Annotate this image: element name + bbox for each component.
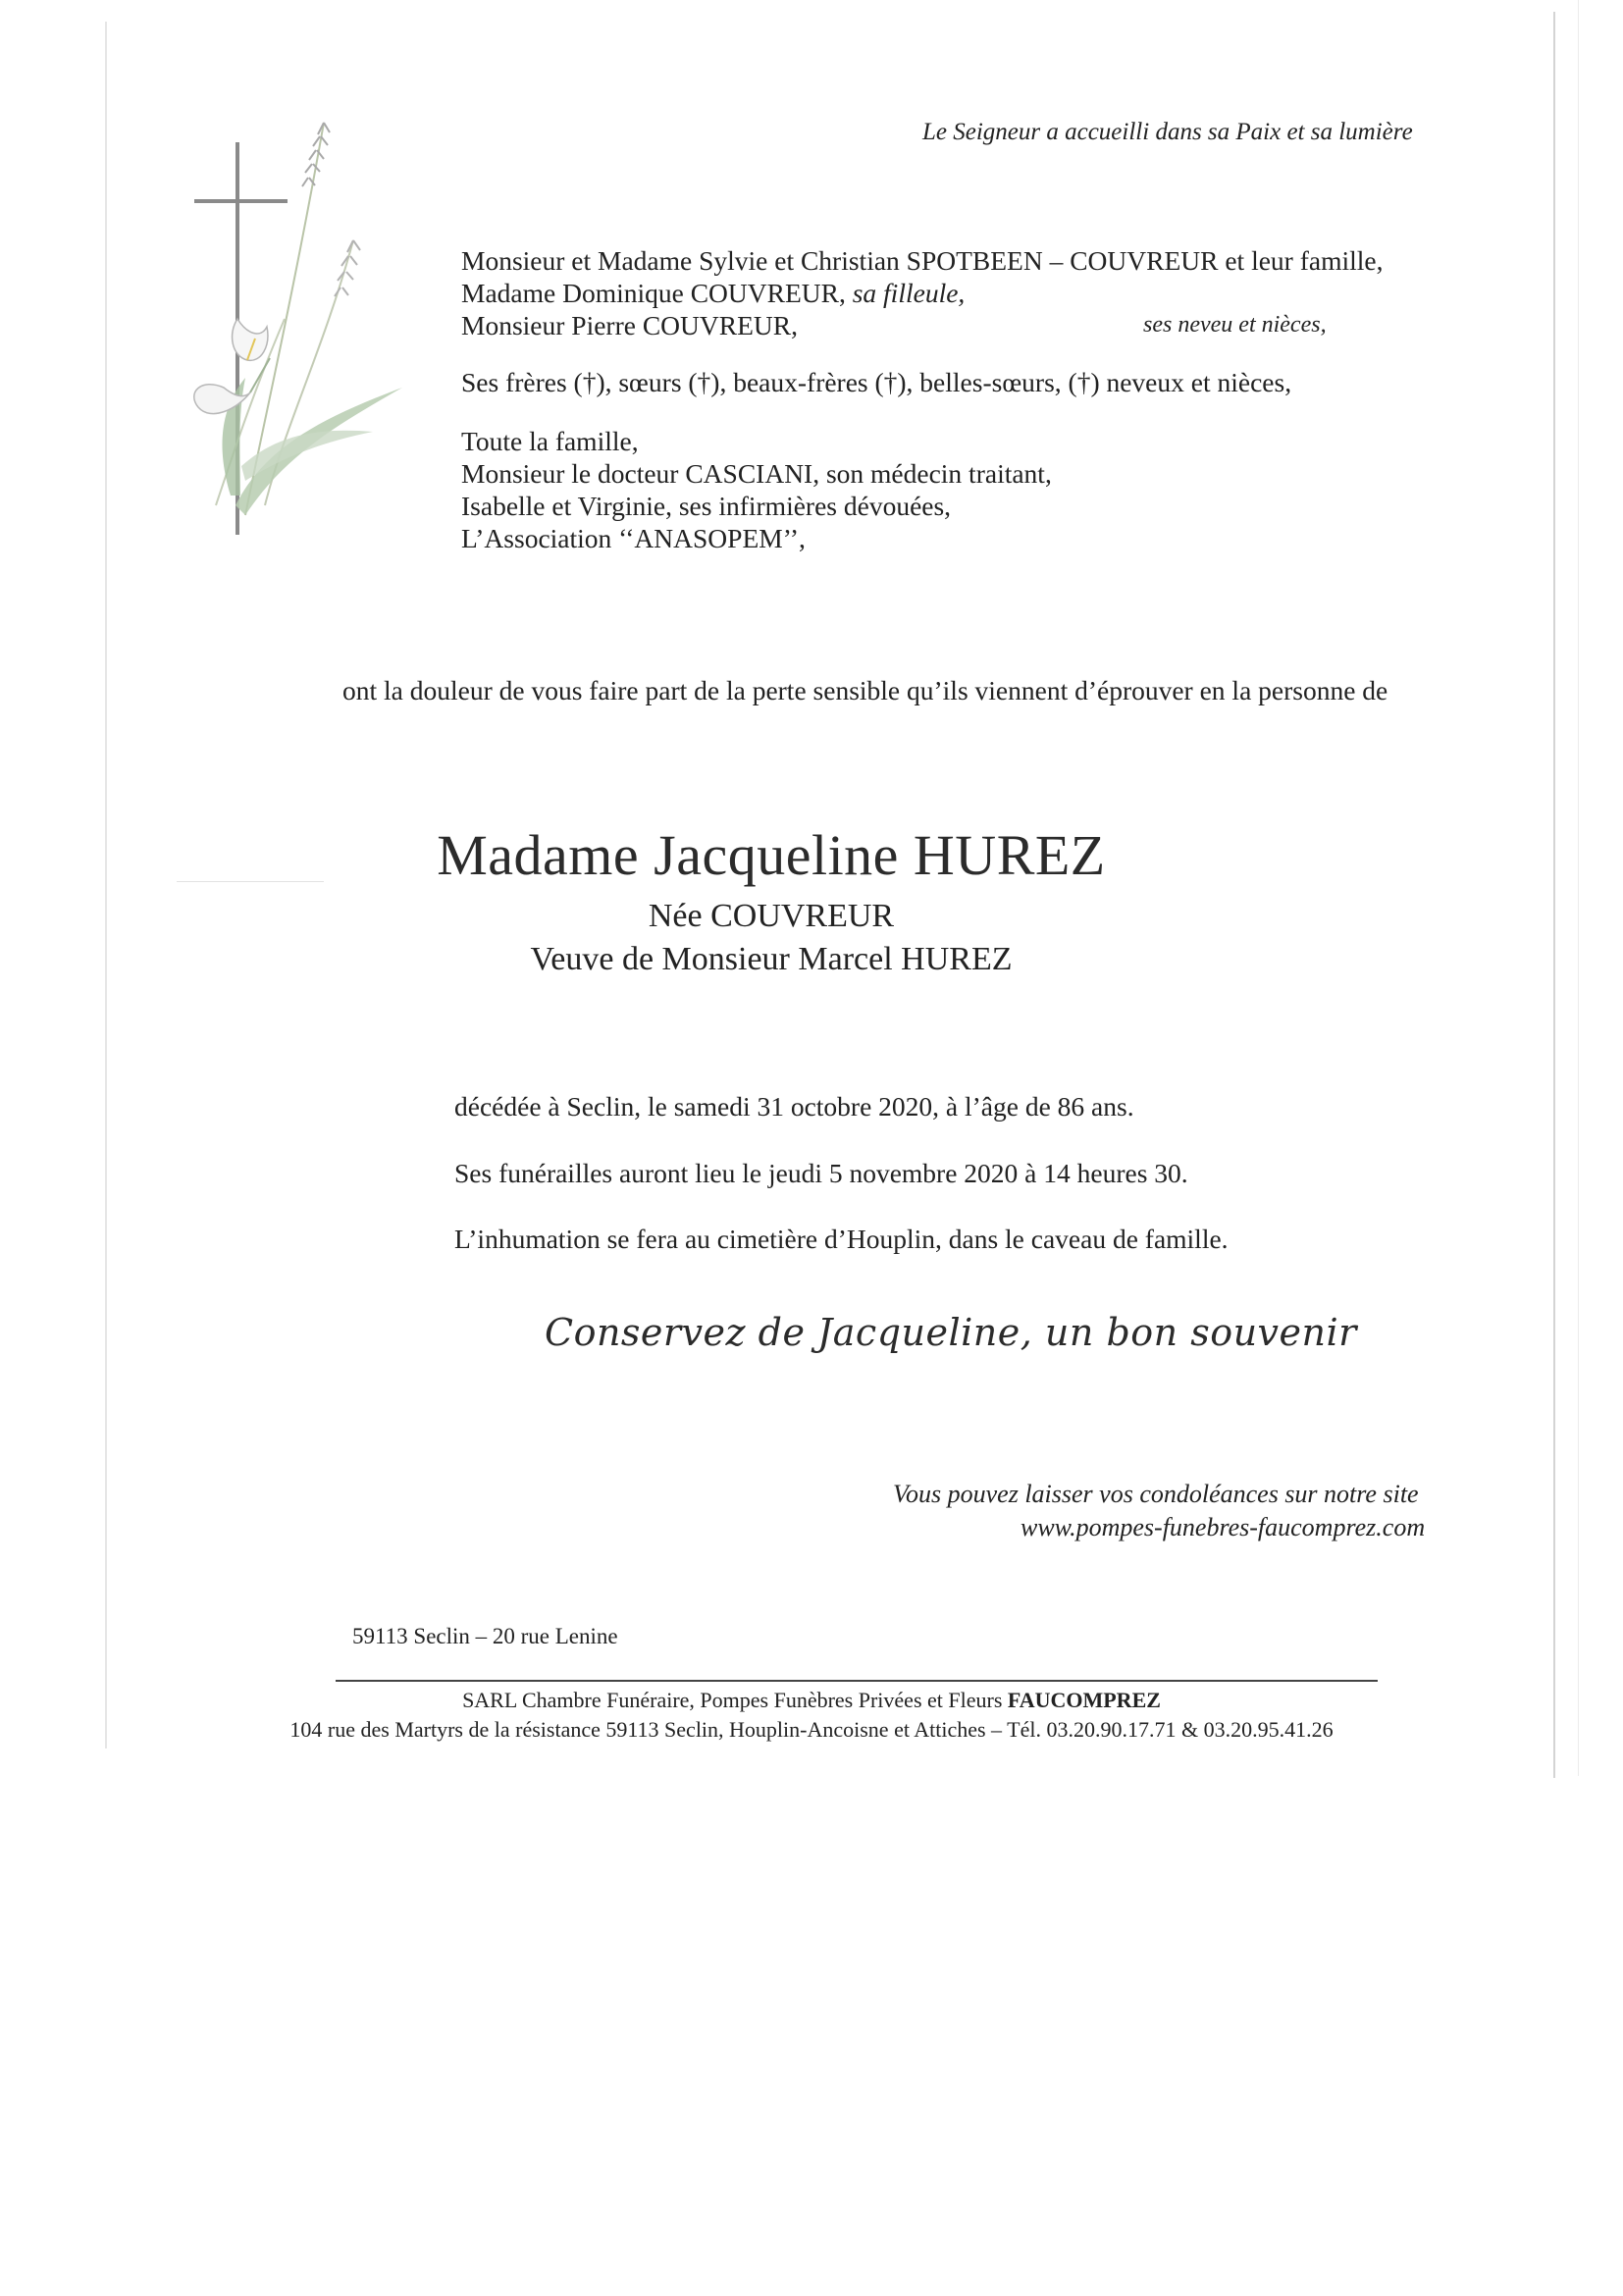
- footer-company: [0, 1688, 1623, 1713]
- family-role: ses neveu et nièces,: [1143, 312, 1327, 338]
- family-line: [461, 278, 965, 309]
- family-line: Monsieur et Madame Sylvie et Christian SPOTBEEN – COUVREUR et leur famille,: [461, 245, 1384, 276]
- family-line: Toute la famille,: [461, 426, 639, 456]
- family-line: Ses frères (†), sœurs (†), beaux-frères (†), belles-sœurs, (†) neveux et nièces,: [461, 367, 1292, 397]
- family-name: Madame Dominique COUVREUR,: [461, 278, 853, 308]
- family-line: Monsieur le docteur CASCIANI, son médecin traitant,: [461, 458, 1052, 489]
- family-line: L’Association ‘‘ANASOPEM’’,: [461, 523, 806, 553]
- footer-divider: [336, 1680, 1378, 1682]
- footer-brand: FAUCOMPREZ: [1007, 1688, 1161, 1712]
- death-notice: décédée à Seclin, le samedi 31 octobre 2020, à l’âge de 86 ans.: [454, 1091, 1134, 1122]
- footer-company-text: SARL Chambre Funéraire, Pompes Funèbres Privées et Fleurs: [462, 1688, 1008, 1712]
- remembrance-line: Conservez de Jacqueline, un bon souvenir: [545, 1311, 1357, 1354]
- address: 59113 Seclin – 20 rue Lenine: [352, 1624, 618, 1648]
- cross-with-lily-and-wheat-icon: [177, 93, 412, 535]
- epigraph: Le Seigneur a accueilli dans sa Paix et sa lumière: [922, 119, 1413, 145]
- deceased-block: [0, 822, 1623, 978]
- condolences-website: www.pompes-funebres-faucomprez.com: [1021, 1513, 1426, 1541]
- family-line: Monsieur Pierre COUVREUR,: [461, 310, 798, 340]
- burial-notice: L’inhumation se fera au cimetière d’Houplin, dans le caveau de famille.: [454, 1224, 1229, 1254]
- family-line: Isabelle et Virginie, ses infirmières dévouées,: [461, 491, 952, 521]
- funeral-notice: Ses funérailles auront lieu le jeudi 5 novembre 2020 à 14 heures 30.: [454, 1158, 1188, 1188]
- deceased-name: Madame Jacqueline HUREZ: [437, 823, 1106, 887]
- maiden-name: Née COUVREUR: [648, 898, 895, 934]
- condolences-text: Vous pouvez laisser vos condoléances sur notre site: [893, 1480, 1419, 1508]
- widow-of: Veuve de Monsieur Marcel HUREZ: [530, 941, 1013, 977]
- family-role: sa filleule,: [852, 278, 966, 308]
- announcement: ont la douleur de vous faire part de la perte sensible qu’ils viennent d’éprouver en la personne de: [342, 675, 1388, 705]
- footer-contact: 104 rue des Martyrs de la résistance 59113 Seclin, Houplin-Ancoisne et Attiches – Tél. 03.20.90.17.71 & 03.20.95.41.26: [289, 1717, 1334, 1742]
